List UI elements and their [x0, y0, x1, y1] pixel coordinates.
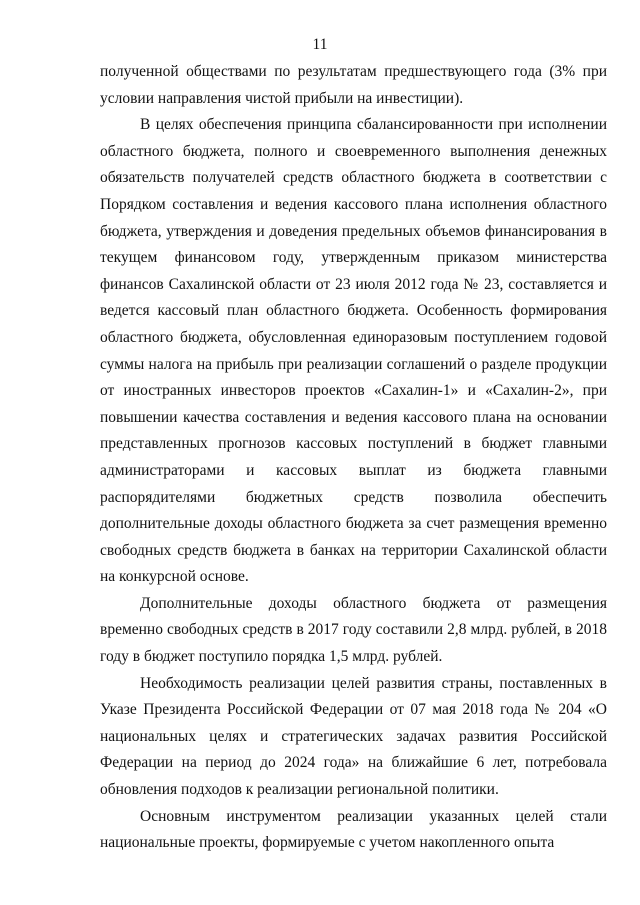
paragraph-additional-revenue: Дополнительные доходы областного бюджета от размещения временно свободных средств в 2017 году составили 2,8 млрд. рублей, в 2018 году в бюджет поступило порядка 1,5 млрд. рублей. — [100, 594, 607, 666]
paragraph-cash-plan: В целях обеспечения принципа сбалансированности при исполнении областного бюджета, полного и своевременного выполнения денежных обязательств получателей средств областного бюджета в соответствии с Порядком составления и ведения кассового плана исполнения областного бюджета, утверждения и доведения предельных объемов финансирования в текущем финансовом году, утвержденным приказом министерства финансов Сахалинской области от 23 июля 2012 года № 23, составляется и ведется кассовый план областного бюджета. Особенность формирования областного бюджета, обусловленная единоразовым поступлением годовой суммы налога на прибыль при реализации соглашений о разделе продукции от иностранных инвесторов проектов «Сахалин-1» и «Сахалин-2», при повышении качества составления и ведения кассового плана на основании представленных прогнозов кассовых поступлений в бюджет главными администраторами и кассовых выплат из бюджета главными распорядителями бюджетных средств позволила обеспечить дополнительные доходы областного бюджета за счет размещения временно свободных средств бюджета в банках на территории Сахалинской области на конкурсной основе. — [100, 116, 607, 586]
paragraph-national-goals: Необходимость реализации целей развития страны, поставленных в Указе Президента Российской Федерации от 07 мая 2018 года № 204 «О национальных целях и стратегических задачах развития Российской Федерации на период до 2024 года» на ближайшие 6 лет, потребовала обновления подходов к реализации региональной политики. — [100, 674, 607, 799]
page-number: 11 — [312, 36, 328, 53]
paragraph-continuation: полученной обществами по результатам предшествующего года (3% при условии направления чистой прибыли на инвестиции). — [100, 63, 607, 107]
paragraph-national-projects: Основным инструментом реализации указанных целей стали национальные проекты, формируемые с учетом накопленного опыта — [100, 807, 607, 852]
document-body — [100, 59, 607, 857]
